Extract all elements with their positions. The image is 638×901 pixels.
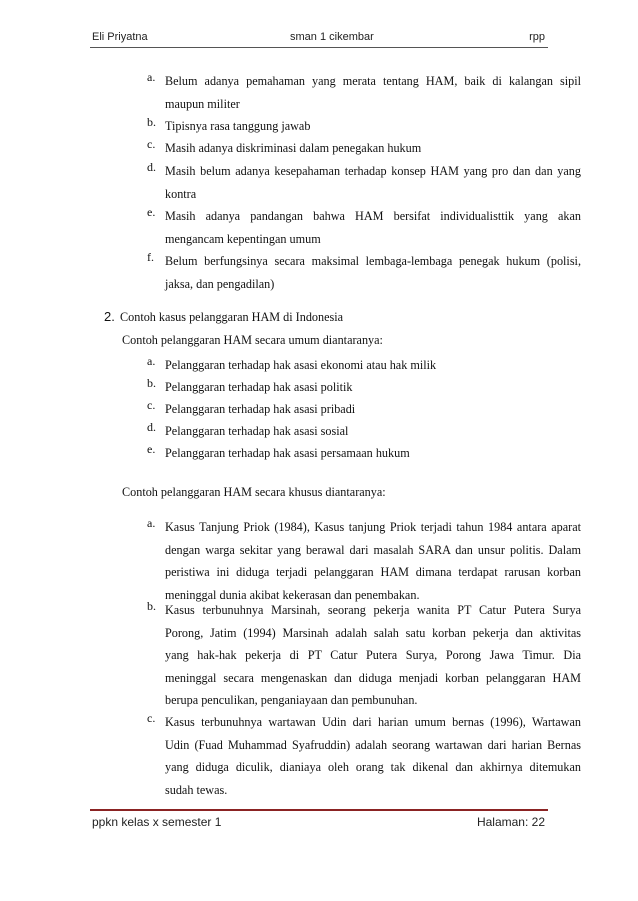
list-item-label: d. [147,160,156,174]
list-item [147,711,581,801]
list-item-label: c. [147,711,156,725]
list-item-label: b. [147,115,156,129]
list-item-text: Pelanggaran terhadap hak asasi pribadi [165,402,356,416]
list-item-text: Belum adanya pemahaman yang merata tentang HAM, baik di kalangan sipil [165,74,581,88]
list-item [147,442,581,464]
footer-divider [90,809,548,811]
list-item [147,516,581,606]
list-item-text: Belum berfungsinya secara maksimal lembaga-lembaga penegak hukum (polisi, [165,254,581,268]
list-item-label: b. [147,376,156,390]
list-item [147,70,581,115]
section-title: Contoh kasus pelanggaran HAM di Indonesia [120,310,344,324]
list-item-label: a. [147,354,156,368]
list-item-label: a. [147,70,156,84]
header-doc-type: rpp [529,31,545,43]
list-item-label: a. [147,516,156,530]
list-item-label: b. [147,599,156,613]
list-item-text: Masih belum adanya kesepahaman terhadap konsep HAM yang pro dan dan yang [165,164,581,178]
list-item-text: Kasus terbunuhnya Marsinah, seorang pekerja wanita PT Catur Putera Surya [165,603,581,617]
list-item-text: Kasus Tanjung Priok (1984), Kasus tanjung Priok terjadi tahun 1984 antara aparat [165,520,581,534]
list-item-text: berupa penculikan, penganiayaan dan pembunuhan. [165,693,418,707]
list-item-text: Porong, Jatim (1994) Marsinah adalah salah satu korban pekerja dan aktivitas [165,625,581,640]
list-item-text: jaksa, dan pengadilan) [165,276,275,291]
section-number: 2. [104,309,115,324]
list-item-text: Kasus terbunuhnya wartawan Udin dari harian umum bernas (1996), Wartawan [165,715,581,729]
header-school: sman 1 cikembar [290,31,374,43]
list-item-label: c. [147,137,156,151]
header-divider [90,47,548,48]
list-item-text: Masih adanya diskriminasi dalam penegakan hukum [165,141,422,155]
list-item-text: Udin (Fuad Muhammad Syafruddin) adalah seorang wartawan dari harian Bernas [165,737,581,752]
list-item-text: Pelanggaran terhadap hak asasi persamaan hukum [165,446,410,460]
list-item-text: yang diduga diculik, dianiaya oleh orang tak dikenal dan akhirnya ditemukan [165,760,581,774]
header-author: Eli Priyatna [92,31,148,43]
list-item-text: yang hak-hak pekerja di PT Catur Putera Surya, Porong Jawa Timur. Dia [165,648,581,662]
list-item-text: Pelanggaran terhadap hak asasi sosial [165,424,349,438]
list-item-text: Tipisnya rasa tanggung jawab [165,119,311,133]
list-item-label: e. [147,205,156,219]
list-item-text: meninggal dunia akibat kekerasan dan penembakan. [165,587,420,602]
list-item [147,137,581,160]
intro-specific: Contoh pelanggaran HAM secara khusus diantaranya: [122,485,386,499]
list-item-text: kontra [165,186,197,201]
list-item-text: peristiwa ini diduga terjadi pelanggaran HAM dimana terdapat rarusan korban [165,565,581,579]
list-item-label: e. [147,442,156,456]
list-item [147,420,581,442]
list-item-text: maupun militer [165,96,240,111]
list-item-text: mengancam kepentingan umum [165,231,321,246]
list-item [147,599,581,712]
list-item-text: sudah tewas. [165,782,228,797]
list-item [147,250,581,295]
list-item [147,160,581,205]
list-item-text: meninggal secara mengenaskan dan diduga menjadi korban pelanggaran HAM [165,670,581,685]
list-item-text: Pelanggaran terhadap hak asasi politik [165,380,353,394]
list-item [147,354,581,376]
list-item-label: f. [147,250,154,264]
list-item-text: Masih adanya pandangan bahwa HAM bersifat individualisttik yang akan [165,209,581,223]
list-item [147,376,581,398]
list-item-text: Pelanggaran terhadap hak asasi ekonomi atau hak milik [165,358,437,372]
list-item [147,205,581,250]
footer-course: ppkn kelas x semester 1 [92,815,222,829]
list-item [147,115,581,138]
list-item-label: c. [147,398,156,412]
list-item-label: d. [147,420,156,434]
list-item-text: dengan warga sekitar yang berawal dari masalah SARA dan unsur politis. Dalam [165,542,581,557]
list-item [147,398,581,420]
intro-general: Contoh pelanggaran HAM secara umum diantaranya: [122,333,383,347]
footer-page-number: Halaman: 22 [476,815,545,829]
